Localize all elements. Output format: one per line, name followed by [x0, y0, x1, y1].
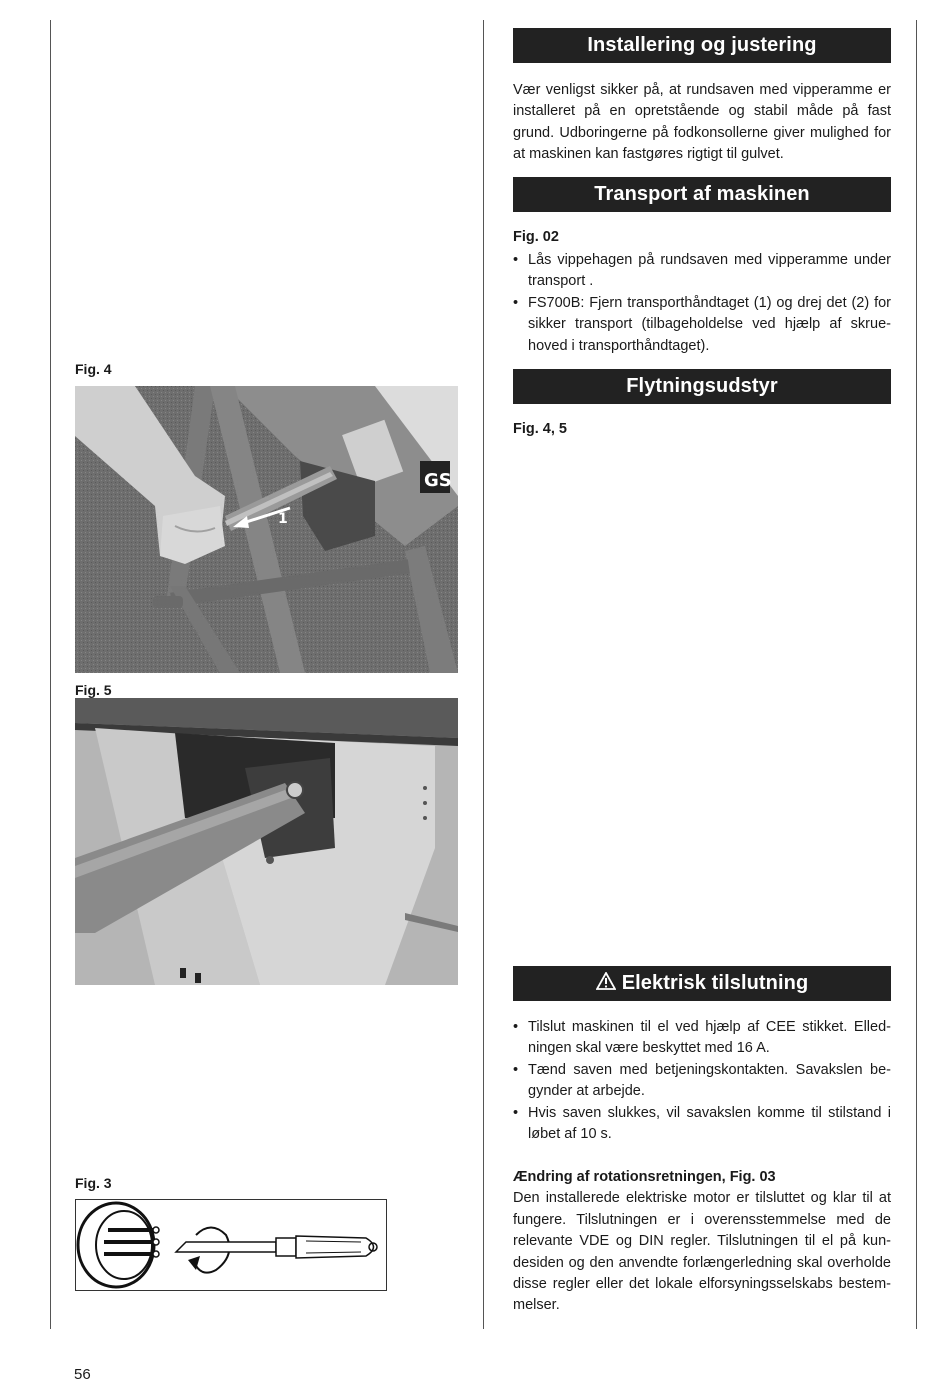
list-item: • Lås vippehagen på rundsaven med vipperamme under transport . — [513, 250, 891, 293]
fig5-label: Fig. 5 — [75, 682, 112, 698]
electrical-heading: Elektrisk tilslutning — [621, 972, 809, 994]
moving-fig-ref: Fig. 4, 5 — [513, 421, 567, 437]
list-item: • Tænd saven med betjeningskontakten. Savakslen begynder at arbejde. — [513, 1060, 891, 1103]
right-margin-rule — [916, 20, 917, 1329]
rotation-section — [513, 1167, 891, 1317]
fig5-photo — [75, 698, 458, 985]
center-column-rule — [483, 20, 484, 1329]
transport-heading: Transport af maskinen — [513, 177, 891, 212]
warning-triangle-icon — [596, 972, 616, 996]
transport-bullet-list — [513, 250, 891, 357]
electrical-bullet-list — [513, 1017, 891, 1145]
list-item: • Tilslut maskinen til el ved hjælp af CEE stikket. Elledningen skal være beskyttet med 16 A. — [513, 1017, 891, 1060]
list-item: • Hvis saven slukkes, vil savakslen komme til stilstand i løbet af 10 s. — [513, 1103, 891, 1146]
rotation-subheading: Ændring af rotationsretningen, Fig. 03 — [513, 1169, 776, 1185]
left-margin-rule — [50, 20, 51, 1329]
svg-text:GS: GS — [424, 470, 452, 491]
installation-body: Vær venligst sikker på, at rundsaven med vipperamme er installeret på en opretstående og stabil måde på fast grund. Udboringerne på fodkonsollerne giver mulighed for at maskinen kan fastgøres rigtigt til gulvet. — [513, 82, 891, 163]
rotation-body: Den installerede elektriske motor er tilsluttet og klar til at fungere. Tilslutningen er i overensstemmelse med de relevante VDE og DIN regler. Tilslutningen til el på kundesiden og den anvendte forlængerledning skal overholde disse regler eller det lokale elforsyningsselskabs bestemmelser. — [513, 1190, 891, 1314]
fig4-label: Fig. 4 — [75, 361, 112, 377]
page-number: 56 — [74, 1366, 91, 1383]
installation-heading: Installering og justering — [513, 28, 891, 63]
fig4-photo — [75, 386, 458, 673]
moving-heading: Flytningsudstyr — [513, 369, 891, 404]
fig3-label: Fig. 3 — [75, 1175, 112, 1191]
fig4-callout-number: 1 — [278, 511, 288, 527]
transport-fig-ref: Fig. 02 — [513, 229, 559, 245]
fig3-drawing — [75, 1199, 387, 1291]
list-item: • FS700B: Fjern transporthåndtaget (1) og drej det (2) for sikker transport (tilbageholdelse ved hjælp af skruehoved i transporthåndtaget). — [513, 293, 891, 357]
electrical-heading-bar — [513, 966, 891, 1001]
